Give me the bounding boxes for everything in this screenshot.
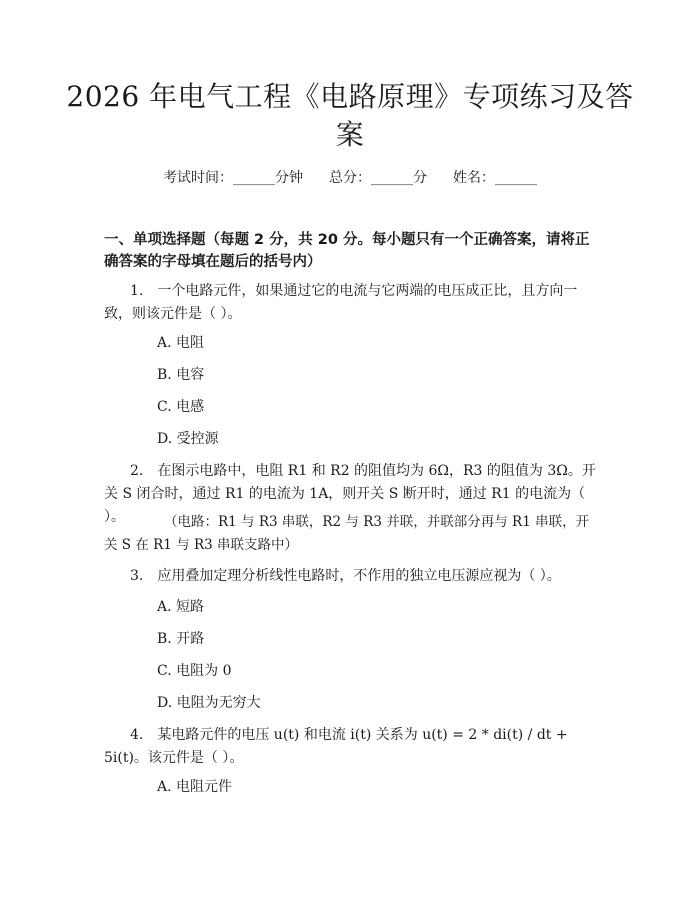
exam-info-line <box>0 168 700 188</box>
question-4-stem: 4. 某电路元件的电压 u(t) 和电流 i(t) 关系为 u(t) = 2 * di(t) / dt + 5i(t)。该元件是（ ）。 <box>104 727 568 766</box>
exam-time-field: 考试时间：______分钟 <box>163 170 303 186</box>
question-1-stem: 1. 一个电路元件，如果通过它的电流与它两端的电压成正比，且方向一致，则该元件是（ ）。 <box>104 283 578 322</box>
question-1-option-c: C. 电感 <box>157 399 205 415</box>
question-3-option-a: A. 短路 <box>157 599 205 615</box>
question-3-option-b: B. 开路 <box>157 631 205 647</box>
question-1-option-d: D. 受控源 <box>157 431 219 447</box>
question-2-circuit-note: （电路：R1 与 R3 串联，R2 与 R3 并联，并联部分再与 R1 串联，开关 S 在 R1 与 R3 串联支路中） <box>104 514 590 553</box>
question-4-option-a: A. 电阻元件 <box>157 779 233 795</box>
question-3-option-c: C. 电阻为 0 <box>157 663 232 679</box>
question-1-option-b: B. 电容 <box>157 367 205 383</box>
section-heading: 一、单项选择题（每题 2 分，共 20 分。每小题只有一个正确答案，请将正确答案的字母填在题后的括号内） <box>104 232 590 270</box>
total-score-field: 总分：______分 <box>329 170 427 186</box>
student-name-field: 姓名：______ <box>453 170 537 186</box>
question-1-option-a: A. 电阻 <box>157 335 205 351</box>
question-2-stem: 2. 在图示电路中，电阻 R1 和 R2 的阻值均为 6Ω，R3 的阻值为 3Ω。开关 S 闭合时，通过 R1 的电流为 1A，则开关 S 断开时，通过 R1 的电流为（ ）。 <box>104 463 596 525</box>
page-title: 2026 年电气工程《电路原理》专项练习及答案 <box>66 80 634 151</box>
question-3-stem: 3. 应用叠加定理分析线性电路时，不作用的独立电压源应视为（ ）。 <box>130 568 561 584</box>
question-3-option-d: D. 电阻为无穷大 <box>157 695 261 711</box>
